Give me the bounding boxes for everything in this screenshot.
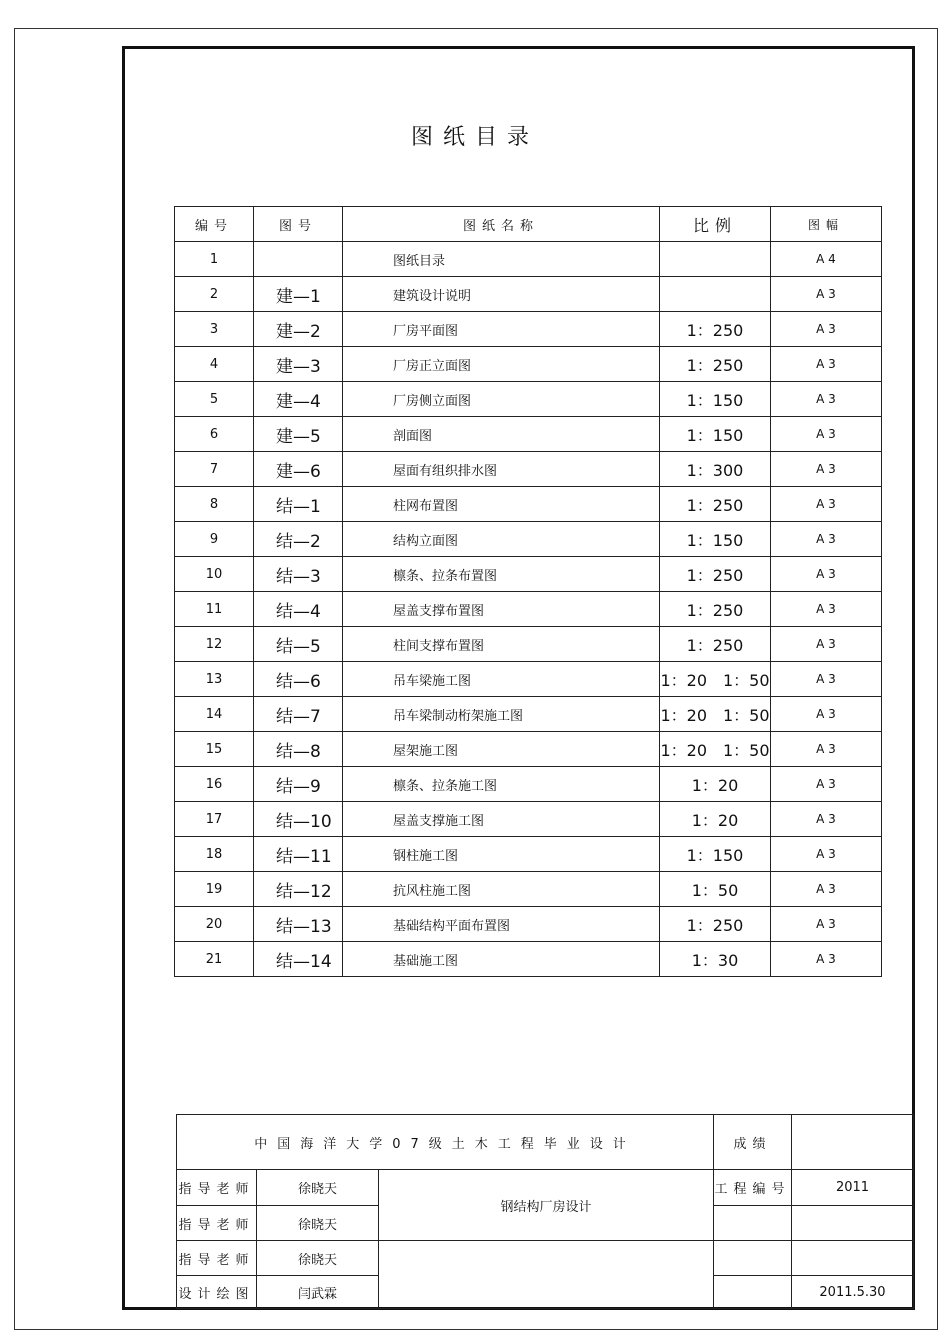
cell-scale: 1：20 — [660, 802, 771, 837]
cell-name: 抗风柱施工图 — [343, 872, 660, 907]
cell-no: 20 — [175, 907, 254, 942]
table-row — [175, 277, 882, 312]
cell-scale: 1：150 — [660, 417, 771, 452]
cell-no: 11 — [175, 592, 254, 627]
cell-code: 建—6 — [254, 452, 343, 487]
title-block — [176, 1114, 914, 1309]
cell-code: 结—12 — [254, 872, 343, 907]
cell-no: 15 — [175, 732, 254, 767]
cell-code: 建—1 — [254, 277, 343, 312]
table-row — [175, 347, 882, 382]
table-row — [175, 592, 882, 627]
cell-no: 3 — [175, 312, 254, 347]
cell-scale: 1：20 — [660, 767, 771, 802]
cell-scale — [660, 277, 771, 312]
cell-code: 结—6 — [254, 662, 343, 697]
cell-name: 建筑设计说明 — [343, 277, 660, 312]
cell-name: 图纸目录 — [343, 242, 660, 277]
table-row — [175, 697, 882, 732]
cell-scale: 1：300 — [660, 452, 771, 487]
cell-no: 13 — [175, 662, 254, 697]
table-row — [175, 662, 882, 697]
drawing-catalog-table — [174, 206, 882, 977]
cell-name: 剖面图 — [343, 417, 660, 452]
project-name: 钢结构厂房设计 — [379, 1170, 714, 1241]
cell-no: 8 — [175, 487, 254, 522]
cell-name: 檩条、拉条布置图 — [343, 557, 660, 592]
cell-no: 19 — [175, 872, 254, 907]
cell-code: 结—8 — [254, 732, 343, 767]
table-row — [175, 767, 882, 802]
cell-size: A 3 — [771, 697, 882, 732]
cell-name: 基础施工图 — [343, 942, 660, 977]
project-no: 2011 — [792, 1170, 914, 1206]
cell-name: 吊车梁制动桁架施工图 — [343, 697, 660, 732]
header-scale: 比例 — [660, 207, 771, 242]
cell-size: A 3 — [771, 907, 882, 942]
empty-cell — [792, 1241, 914, 1276]
empty-cell — [714, 1206, 792, 1241]
cell-scale: 1：50 — [660, 872, 771, 907]
header-size: 图幅 — [771, 207, 882, 242]
cell-scale: 1：250 — [660, 627, 771, 662]
cell-no: 5 — [175, 382, 254, 417]
cell-scale: 1：20 1：50 — [660, 662, 771, 697]
cell-code: 建—3 — [254, 347, 343, 382]
cell-name: 厂房侧立面图 — [343, 382, 660, 417]
cell-size: A 3 — [771, 347, 882, 382]
cell-no: 21 — [175, 942, 254, 977]
cell-code: 结—3 — [254, 557, 343, 592]
cell-name: 檩条、拉条施工图 — [343, 767, 660, 802]
page-title: 图纸目录 — [410, 125, 539, 150]
role-name: 徐晓天 — [257, 1241, 379, 1276]
cell-name: 柱网布置图 — [343, 487, 660, 522]
cell-name: 厂房平面图 — [343, 312, 660, 347]
table-row — [175, 802, 882, 837]
cell-code: 结—13 — [254, 907, 343, 942]
cell-name: 柱间支撑布置图 — [343, 627, 660, 662]
cell-size: A 3 — [771, 487, 882, 522]
cell-code: 建—2 — [254, 312, 343, 347]
cell-code: 建—4 — [254, 382, 343, 417]
cell-scale: 1：150 — [660, 837, 771, 872]
cell-no: 4 — [175, 347, 254, 382]
cell-no: 7 — [175, 452, 254, 487]
table-row — [175, 732, 882, 767]
role-label: 设计绘图 — [177, 1276, 257, 1309]
cell-name: 吊车梁施工图 — [343, 662, 660, 697]
cell-name: 基础结构平面布置图 — [343, 907, 660, 942]
cell-scale: 1：250 — [660, 312, 771, 347]
school-title: 中国海洋大学07级土木工程毕业设计 — [177, 1115, 714, 1170]
cell-name: 钢柱施工图 — [343, 837, 660, 872]
cell-code: 结—11 — [254, 837, 343, 872]
cell-size: A 3 — [771, 592, 882, 627]
cell-size: A 3 — [771, 452, 882, 487]
cell-size: A 3 — [771, 627, 882, 662]
project-no-label: 工程编号 — [714, 1170, 792, 1206]
table-row — [175, 487, 882, 522]
header-name: 图纸名称 — [343, 207, 660, 242]
cell-no: 17 — [175, 802, 254, 837]
cell-size: A 3 — [771, 872, 882, 907]
cell-size: A 3 — [771, 557, 882, 592]
cell-name: 屋面有组织排水图 — [343, 452, 660, 487]
cell-no: 14 — [175, 697, 254, 732]
cell-scale — [660, 242, 771, 277]
cell-size: A 4 — [771, 242, 882, 277]
cell-scale: 1：250 — [660, 347, 771, 382]
role-name: 徐晓天 — [257, 1170, 379, 1206]
table-header-row — [175, 207, 882, 242]
empty-cell — [714, 1276, 792, 1309]
cell-no: 12 — [175, 627, 254, 662]
role-name: 徐晓天 — [257, 1206, 379, 1241]
cell-name: 厂房正立面图 — [343, 347, 660, 382]
cell-size: A 3 — [771, 277, 882, 312]
cell-code: 结—7 — [254, 697, 343, 732]
grade-value — [792, 1115, 914, 1170]
cell-scale: 1：250 — [660, 907, 771, 942]
table-row — [175, 417, 882, 452]
table-row — [175, 382, 882, 417]
cell-scale: 1：30 — [660, 942, 771, 977]
table-row — [175, 837, 882, 872]
cell-name: 屋架施工图 — [343, 732, 660, 767]
cell-scale: 1：250 — [660, 487, 771, 522]
cell-code: 结—10 — [254, 802, 343, 837]
cell-size: A 3 — [771, 417, 882, 452]
cell-code — [254, 242, 343, 277]
cell-size: A 3 — [771, 837, 882, 872]
date: 2011.5.30 — [792, 1276, 914, 1309]
cell-code: 结—14 — [254, 942, 343, 977]
cell-code: 结—9 — [254, 767, 343, 802]
header-code: 图号 — [254, 207, 343, 242]
cell-size: A 3 — [771, 382, 882, 417]
cell-name: 屋盖支撑施工图 — [343, 802, 660, 837]
empty-cell — [714, 1241, 792, 1276]
table-row — [175, 522, 882, 557]
cell-scale: 1：20 1：50 — [660, 732, 771, 767]
cell-size: A 3 — [771, 942, 882, 977]
role-label: 指导老师 — [177, 1170, 257, 1206]
table-row — [175, 557, 882, 592]
role-name: 闫武霖 — [257, 1276, 379, 1309]
cell-size: A 3 — [771, 767, 882, 802]
cell-no: 10 — [175, 557, 254, 592]
cell-no: 1 — [175, 242, 254, 277]
cell-no: 18 — [175, 837, 254, 872]
cell-size: A 3 — [771, 662, 882, 697]
header-no: 编号 — [175, 207, 254, 242]
cell-code: 结—1 — [254, 487, 343, 522]
role-label: 指导老师 — [177, 1241, 257, 1276]
cell-scale: 1：150 — [660, 522, 771, 557]
role-label: 指导老师 — [177, 1206, 257, 1241]
table-row — [175, 312, 882, 347]
cell-code: 结—5 — [254, 627, 343, 662]
empty-cell — [792, 1206, 914, 1241]
cell-scale: 1：250 — [660, 592, 771, 627]
cell-no: 2 — [175, 277, 254, 312]
table-row — [175, 872, 882, 907]
table-row — [175, 452, 882, 487]
cell-scale: 1：150 — [660, 382, 771, 417]
cell-size: A 3 — [771, 732, 882, 767]
table-row — [175, 242, 882, 277]
cell-code: 结—4 — [254, 592, 343, 627]
cell-size: A 3 — [771, 522, 882, 557]
cell-scale: 1：20 1：50 — [660, 697, 771, 732]
table-row — [175, 627, 882, 662]
cell-code: 建—5 — [254, 417, 343, 452]
cell-scale: 1：250 — [660, 557, 771, 592]
cell-no: 16 — [175, 767, 254, 802]
cell-code: 结—2 — [254, 522, 343, 557]
table-row — [175, 907, 882, 942]
cell-no: 6 — [175, 417, 254, 452]
cell-size: A 3 — [771, 312, 882, 347]
cell-size: A 3 — [771, 802, 882, 837]
empty-cell — [379, 1241, 714, 1309]
table-row — [175, 942, 882, 977]
grade-label: 成绩 — [714, 1115, 792, 1170]
cell-name: 结构立面图 — [343, 522, 660, 557]
cell-no: 9 — [175, 522, 254, 557]
cell-name: 屋盖支撑布置图 — [343, 592, 660, 627]
